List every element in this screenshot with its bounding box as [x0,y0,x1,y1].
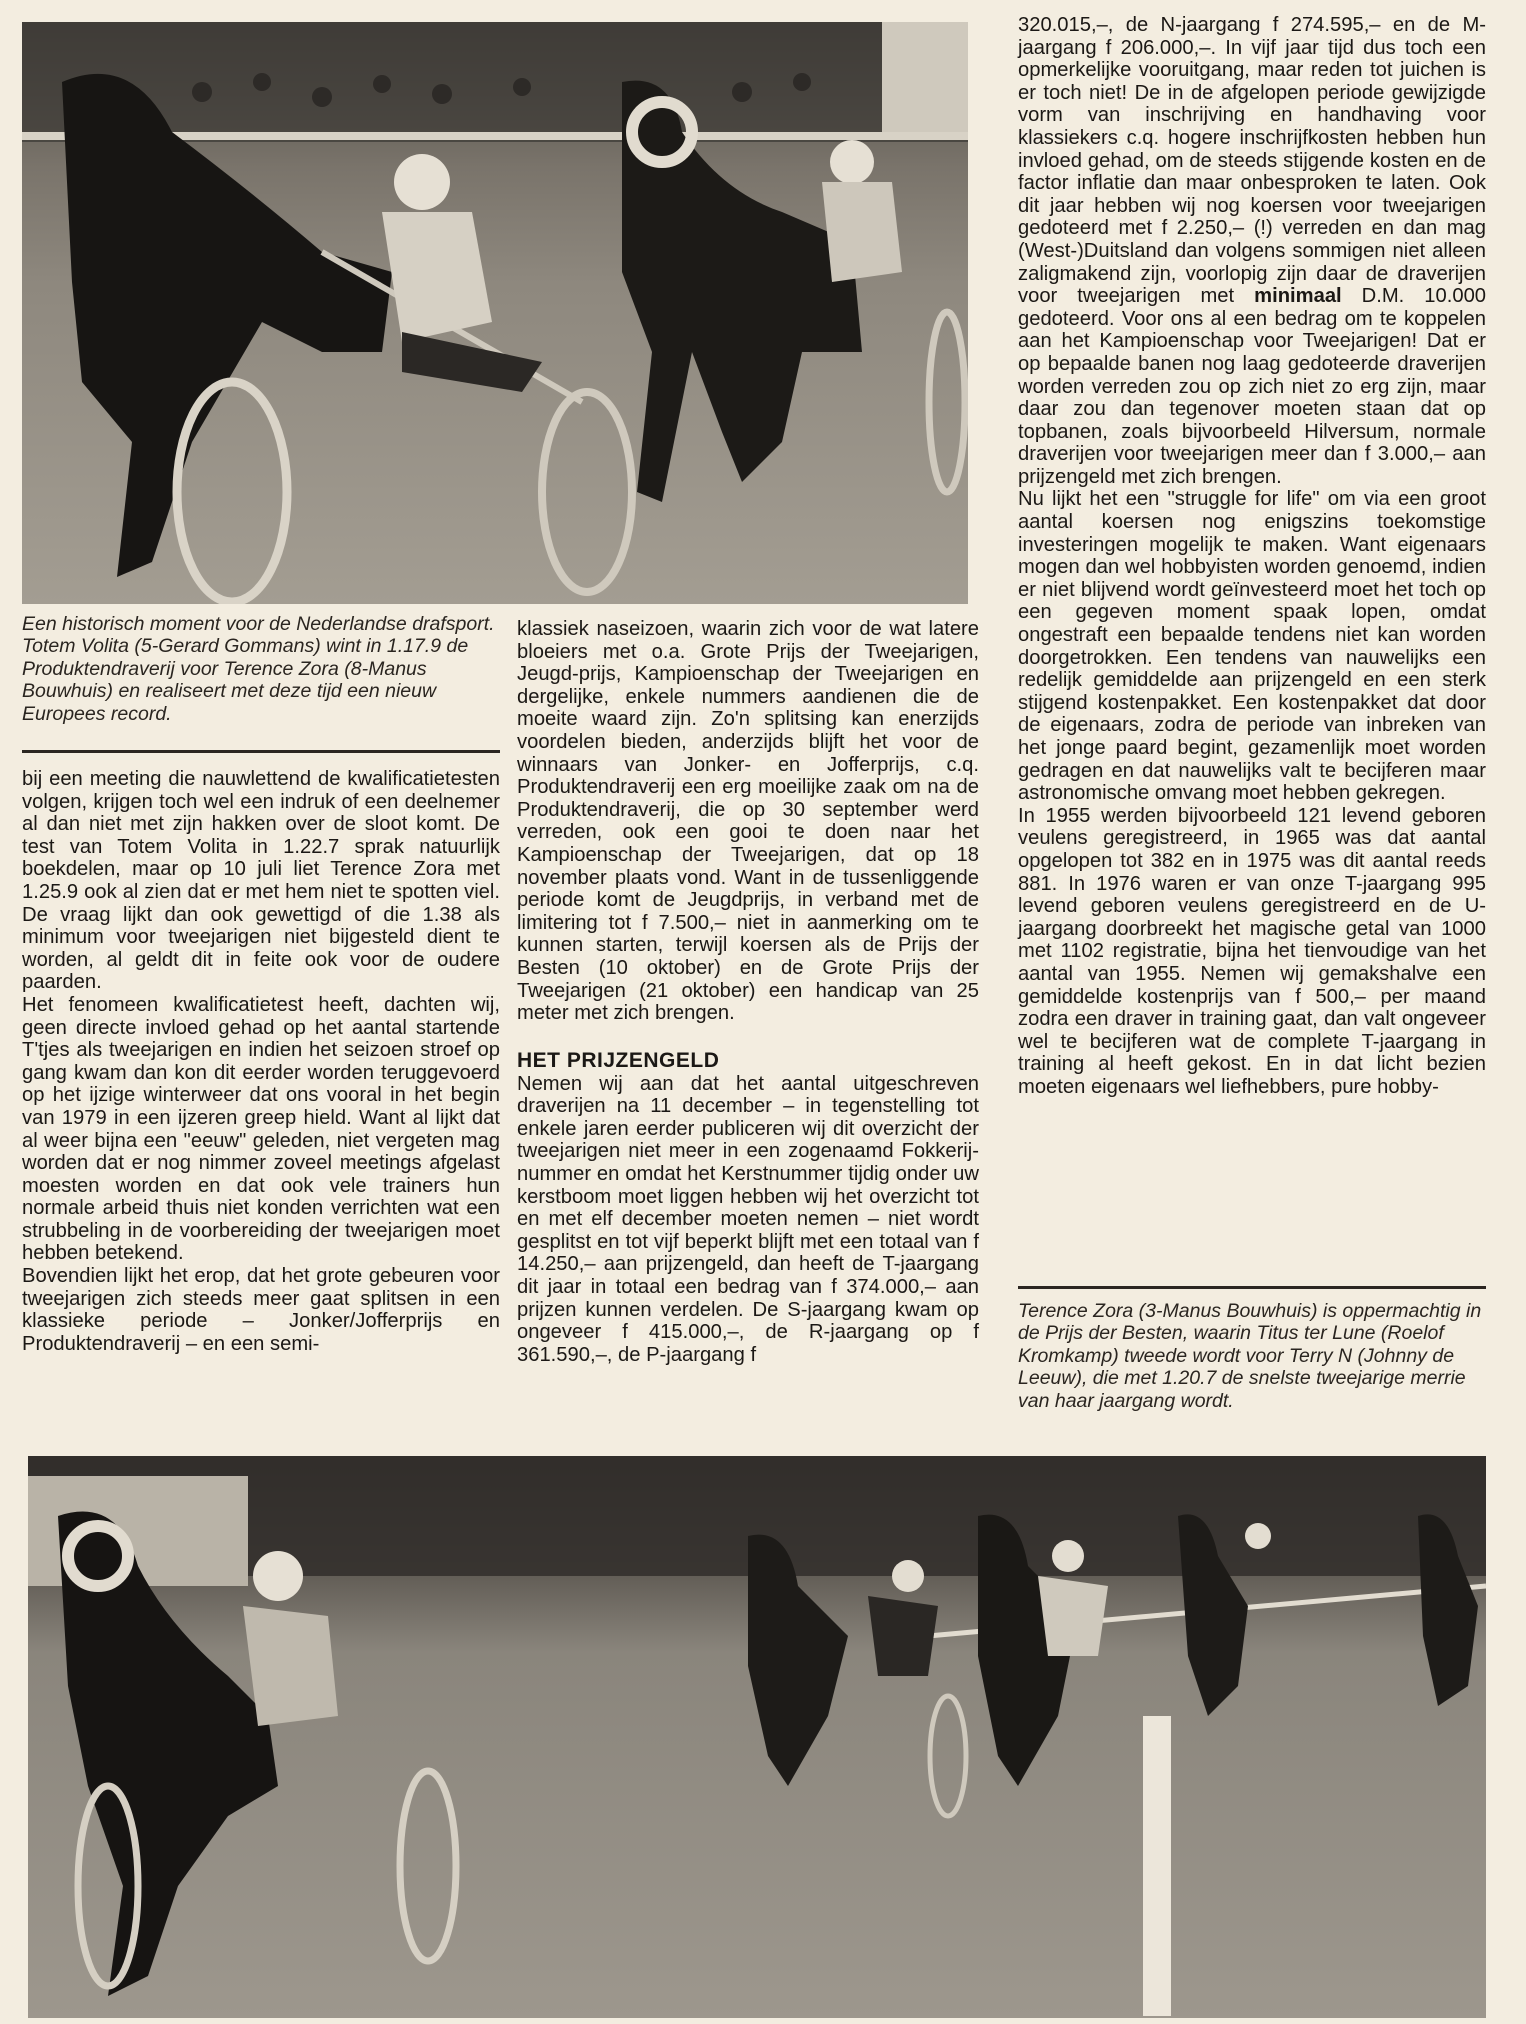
race-field-illustration [28,1456,1486,2018]
col3-paragraph-1 [1018,14,1486,488]
col2-paragraph-1: klassiek naseizoen, waarin zich voor de wat latere bloeiers met o.a. Grote Prijs der Tweejarigen, Jeugd-prijs, Kampioenschap der Tweejarigen en dergelijke, enkele nummers aandienen die de moeite waard zijn. Zo'n splitsing kan enerzijds voordelen bieden, anderzijds blijft het voor de winnaars van Jonker- en Jofferprijs, c.q. Produktendraverij een erg moeilijke zaak om na de Produktendraverij, die op 30 september werd verreden, ook een gooi te doen naar het Kampioenschap der Tweejarigen, dat op 18 november plaats vond. Want in de tussenliggende periode komt de Jeugdprijs, in verband met de limitering tot f 7.500,– niet in aanmerking om te kunnen starten, terwijl koersen als de Prijs der Besten (10 oktober) en de Grote Prijs der Tweejarigen (21 oktober) een handicap van 25 meter met zich brengen. [517,618,979,1025]
caption-rule-top [22,750,500,753]
col3-paragraph-3: In 1955 werden bijvoorbeeld 121 levend geboren veulens geregistreerd, in 1965 was dat aantal opgelopen tot 382 en in 1975 was dit aantal reeds 881. In 1976 waren er van onze T-jaargang 995 levend geboren veulens geregistreerd en de U-jaargang doorbreekt het magische getal van 1000 met 1102 registratie, bijna het tienvoudige van het aantal van 1955. Nemen wij gemakshalve een gemiddelde kostenprijs van f 500,– per maand zodra een draver in training gaat, dan valt ongeveer wel te becijferen wat de complete T-jaargang in training al heeft gekost. En in dat licht bezien moeten eigenaars wel liefhebbers, pure hobby- [1018,804,1486,1098]
col1-paragraph-1: bij een meeting die nauwlettend de kwalificatietesten volgen, krijgen toch wel een indruk of een deelnemer al dan niet met zijn hakken over de sloot komt. De test van Totem Volita in 1.22.7 sprak natuurlijk boekdelen, maar op 10 juli liet Terence Zora met 1.25.9 ook al zien dat er met hem niet te spotten viel. De vraag lijkt dan ook gewettigd of die 1.38 als minimum voor tweejarigen niet bijgesteld dient te worden, al geldt dit in feite ook voor de oudere paarden. [22,768,500,994]
race-finish-illustration [22,22,968,604]
col3-paragraph-1b: D.M. 10.000 gedoteerd. Voor ons al een bedrag om te koppelen aan het Kampioenschap voor Tweejarigen! Dat er op bepaalde banen nog laag gedoteerde draverijen worden verreden zou op zich niet zo erg zijn, maar daar zou dan tegenover moeten staan dat op topbanen, zoals bijvoorbeeld Hilversum, normale draverijen voor tweejarigen meer dan f 3.000,– aan prijzengeld met zich brengen. [1018,285,1487,488]
article-column-1 [22,768,500,1355]
photo-top [22,22,968,604]
col3-paragraph-1a: 320.015,–, de N-jaargang f 274.595,– en de M-jaargang f 206.000,–. In vijf jaar tijd dus toch een opmerkelijke vooruitgang, maar reden tot juichen is er toch niet! De in de afgelopen periode gewijzigde vorm van inschrijving en handhaving voor klassiekers c.q. hogere inschrijfkosten hebben hun invloed gehad, om de steeds stijgende kosten en de factor inflatie dan maar onbesproken te laten. Ook dit jaar hebben wij nog koersen voor tweejarigen gedoteerd met f 2.250,– (!) verreden en dan mag (West-)Duitsland dan volgens sommigen niet alleen zaligmakend zijn, voorlopig zijn daar de draverijen voor tweejarigen met [1018,14,1486,308]
top-photo-caption: Een historisch moment voor de Nederlandse drafsport. Totem Volita (5-Gerard Gommans) wint in 1.17.9 de Produktendraverij voor Terence Zora (8-Manus Bouwhuis) en realiseert met deze tijd een nieuw Europees record. [22,613,495,725]
col3-bold-word: minimaal [1254,285,1342,308]
caption-rule-right [1018,1286,1486,1289]
col2-paragraph-2: Nemen wij aan dat het aantal uitgeschreven draverijen na 11 december – in tegenstelling tot enkele jaren eerder publiceren wij dit overzicht der tweejarigen niet meer in een zogenaamd Fokkerij-nummer en omdat het Kerstnummer tijdig onder uw kerstboom moet liggen hebben wij het overzicht tot en met elf december moeten nemen – niet wordt gesplitst en tot vijf beperkt blijft met een totaal van f 14.250,– aan prijzengeld, dan heeft de T-jaargang dit jaar in totaal een bedrag van f 374.000,– aan prijzen kunnen verdelen. De S-jaargang kwam op ongeveer f 415.000,–, de R-jaargang op f 361.590,–, de P-jaargang f [517,1072,979,1366]
col1-paragraph-3: Bovendien lijkt het erop, dat het grote gebeuren voor tweejarigen zich steeds meer gaat splitsen in een klassieke periode – Jonker/Jofferprijs en Produktendraverij – en een semi- [22,1265,500,1355]
article-column-2 [517,618,979,1366]
col1-paragraph-2: Het fenomeen kwalificatietest heeft, dachten wij, geen directe invloed gehad op het aantal startende T'tjes als tweejarigen en indien het seizoen stroef op gang kwam dan kon dit eerder worden teruggevoerd op het ijzige winterweer dat ons vooral in het begin van 1979 in een ijzeren greep hield. Want al lijkt dat al weer bijna een "eeuw" geleden, niet vergeten mag worden dat er nog nimmer zoveel meetings afgelast moesten worden en dat ook vele trainers hun normale arbeid thuis niet konden verrichten wat een strubbeling in de voorbereiding der tweejarigen moet hebben betekend. [22,993,500,1265]
photo-bottom [28,1456,1486,2018]
article-column-3 [1018,14,1486,1099]
right-photo-caption: Terence Zora (3-Manus Bouwhuis) is oppermachtig in de Prijs der Besten, waarin Titus ter Lune (Roelof Kromkamp) tweede wordt voor Terry N (Johnny de Leeuw), die met 1.20.7 de snelste tweejarige merrie van haar jaargang wordt. [1018,1300,1482,1412]
col3-paragraph-2: Nu lijkt het een "struggle for life" om via een groot aantal koersen nog enigszins toekomstige investeringen mogelijk te maken. Want eigenaars mogen dan wel hobbyisten worden genoemd, indien er niet blijvend wordt geïnvesteerd moet het toch op een gegeven moment spaak lopen, omdat ongestraft een bepaalde tendens niet kan worden doorgetrokken. Een tendens van nauwelijks een redelijk gemiddelde aan prijzengeld en een sterk stijgend kostenpakket. Een kostenpakket dat door de eigenaars, zodra de periode van inbreken van het jonge paard begint, gezamenlijk moet worden gedragen en dat nauwelijks valt te becijferen maar astronomische omvang moet hebben gekregen. [1018,488,1486,805]
section-heading-prijzengeld: HET PRIJZENGELD [517,1048,720,1072]
